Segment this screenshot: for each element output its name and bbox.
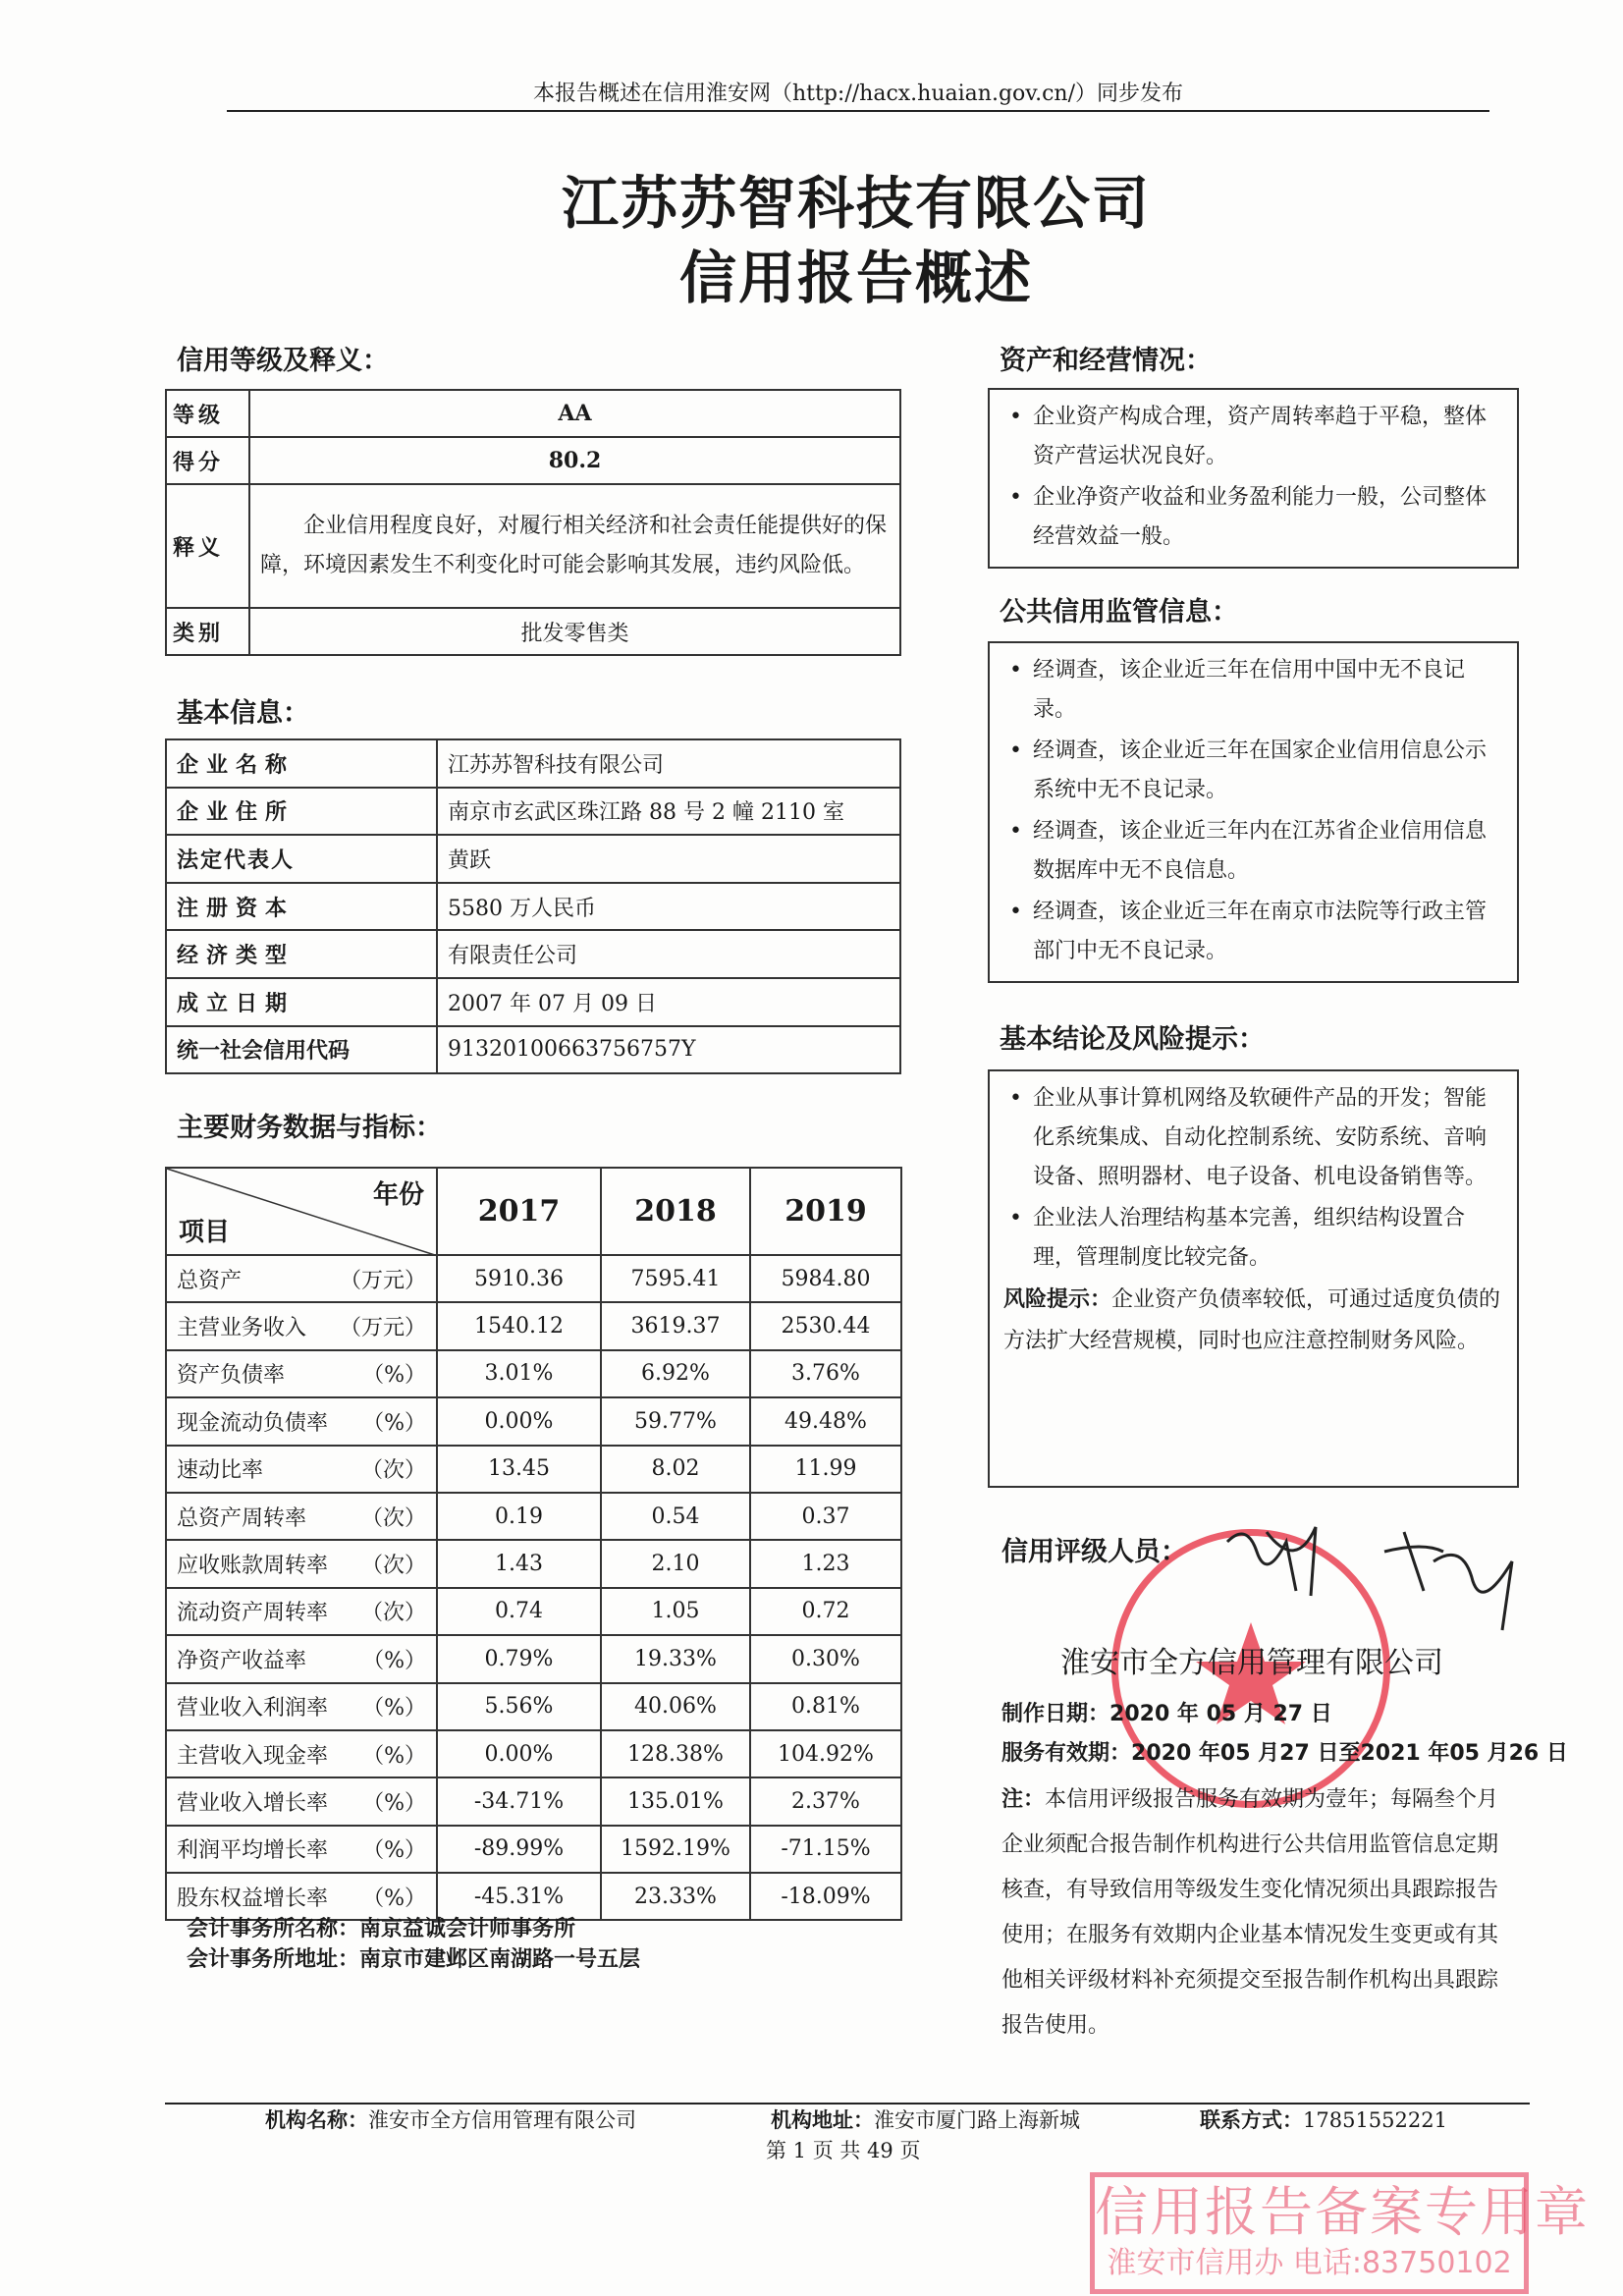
metric-unit: （次） bbox=[360, 1505, 426, 1531]
basic-row bbox=[166, 788, 900, 836]
metric-value: 11.99 bbox=[750, 1446, 901, 1493]
assets-box bbox=[988, 388, 1519, 569]
metric-unit: （%） bbox=[362, 1648, 426, 1673]
basic-value: 2007 年 07 月 09 日 bbox=[437, 978, 900, 1026]
basic-info-table bbox=[165, 738, 901, 1074]
rater-signatures bbox=[1208, 1512, 1532, 1630]
metric-value: 0.74 bbox=[437, 1588, 601, 1635]
metric-name bbox=[166, 1588, 437, 1635]
metric-name bbox=[166, 1777, 437, 1825]
score-label: 得分 bbox=[166, 437, 249, 484]
metric-unit: （%） bbox=[362, 1886, 426, 1911]
metric-value: 7595.41 bbox=[601, 1255, 750, 1302]
firm-name: 南京益诚会计师事务所 bbox=[359, 1917, 576, 1941]
footer-org bbox=[265, 2105, 636, 2134]
metric-label: 营业收入增长率 bbox=[177, 1790, 329, 1816]
note-text: 本信用评级报告服务有效期为壹年；每隔叁个月企业须配合报告制作机构进行公共信用监管信息定期核查，有导致信用等级发生变化情况须出具跟踪报告使用；在服务有效期内企业基本情况发生变更或有其他相关评级材料补充须提交至报告制作机构出具跟踪报告使用。 bbox=[1001, 1787, 1499, 2038]
metric-value: 104.92% bbox=[750, 1730, 901, 1777]
interpretation-value: 企业信用程度良好，对履行相关经济和社会责任能提供好的保障，环境因素发生不利变化时可能会影响其发展，违约风险低。 bbox=[249, 484, 900, 608]
org-value: 淮安市全方信用管理有限公司 bbox=[368, 2108, 636, 2132]
accounting-firm-name bbox=[187, 1912, 575, 1942]
filing-stamp bbox=[1090, 2172, 1590, 2294]
basic-value: 黄跃 bbox=[437, 835, 900, 883]
metric-value: 3.01% bbox=[437, 1350, 601, 1397]
metric-value: 1592.19% bbox=[601, 1826, 750, 1873]
metric-value: -71.15% bbox=[750, 1826, 901, 1873]
finance-row bbox=[166, 1397, 901, 1445]
year-2019: 2019 bbox=[750, 1168, 901, 1255]
basic-label: 注册资本 bbox=[166, 883, 437, 931]
date-label: 制作日期： bbox=[1001, 1702, 1110, 1726]
metric-unit: （万元） bbox=[339, 1268, 426, 1293]
metric-value: 0.81% bbox=[750, 1683, 901, 1730]
metric-value: 6.92% bbox=[601, 1350, 750, 1397]
metric-value: 5910.36 bbox=[437, 1255, 601, 1302]
metric-value: 1.43 bbox=[437, 1540, 601, 1587]
metric-value: 0.30% bbox=[750, 1635, 901, 1682]
finance-row bbox=[166, 1635, 901, 1682]
metric-label: 资产负债率 bbox=[177, 1363, 286, 1389]
finance-row bbox=[166, 1255, 901, 1302]
year-label: 年份 bbox=[372, 1180, 424, 1210]
finance-row bbox=[166, 1350, 901, 1397]
risk-label: 风险提示： bbox=[1003, 1287, 1112, 1312]
metric-label: 速动比率 bbox=[177, 1458, 264, 1484]
metric-unit: （%） bbox=[362, 1696, 426, 1722]
finance-row bbox=[166, 1683, 901, 1730]
metric-value: 0.37 bbox=[750, 1493, 901, 1540]
metric-label: 应收账款周转率 bbox=[177, 1554, 329, 1579]
addr-label: 机构地址： bbox=[771, 2108, 874, 2132]
metric-value: 1540.12 bbox=[437, 1302, 601, 1349]
metric-value: 0.19 bbox=[437, 1493, 601, 1540]
metric-name bbox=[166, 1397, 437, 1445]
interpretation-label: 释义 bbox=[166, 484, 249, 608]
metric-label: 股东权益增长率 bbox=[177, 1886, 329, 1911]
firm-addr-label: 会计事务所地址： bbox=[187, 1947, 360, 1972]
basic-label: 法定代表人 bbox=[166, 835, 437, 883]
conclusion-item: • 企业从事计算机网络及软硬件产品的开发；智能化系统集成、自动化控制系统、安防系统、音响设备、照明器材、电子设备、机电设备销售等。 bbox=[1003, 1079, 1503, 1197]
item-label: 项目 bbox=[179, 1218, 231, 1247]
metric-value: -34.71% bbox=[437, 1777, 601, 1825]
footer-address bbox=[771, 2105, 1080, 2134]
metric-value: 2.10 bbox=[601, 1540, 750, 1587]
basic-label: 经济类型 bbox=[166, 930, 437, 978]
metric-label: 总资产 bbox=[177, 1268, 243, 1293]
metric-value: 40.06% bbox=[601, 1683, 750, 1730]
metric-value: 5984.80 bbox=[750, 1255, 901, 1302]
org-label: 机构名称： bbox=[265, 2108, 368, 2132]
metric-value: 49.48% bbox=[750, 1397, 901, 1445]
contact-label: 联系方式： bbox=[1200, 2108, 1303, 2132]
basic-label: 企业名称 bbox=[166, 739, 437, 788]
finance-row bbox=[166, 1493, 901, 1540]
finance-row bbox=[166, 1540, 901, 1587]
metric-value: -89.99% bbox=[437, 1826, 601, 1873]
rating-heading: 信用等级及释义： bbox=[177, 346, 389, 376]
metric-value: -45.31% bbox=[437, 1873, 601, 1920]
metric-unit: （%） bbox=[362, 1363, 426, 1389]
public-item: • 经调查，该企业近三年在国家企业信用信息公示系统中无不良记录。 bbox=[1003, 732, 1503, 810]
basic-row bbox=[166, 930, 900, 978]
metric-value: 135.01% bbox=[601, 1777, 750, 1825]
metric-name bbox=[166, 1302, 437, 1349]
conclusion-heading: 基本结论及风险提示： bbox=[1000, 1024, 1265, 1055]
basic-value: 91320100663756757Y bbox=[437, 1026, 900, 1074]
metric-label: 流动资产周转率 bbox=[177, 1601, 329, 1626]
rater-label: 信用评级人员： bbox=[1001, 1537, 1187, 1567]
basic-label: 成立日期 bbox=[166, 978, 437, 1026]
stamp-line2: 淮安市信用办 电话:83750102 bbox=[1107, 2246, 1512, 2280]
finance-row bbox=[166, 1826, 901, 1873]
metric-name bbox=[166, 1540, 437, 1587]
metric-name bbox=[166, 1255, 437, 1302]
basic-label: 企业住所 bbox=[166, 788, 437, 836]
finance-table bbox=[165, 1167, 902, 1921]
year-2018: 2018 bbox=[601, 1168, 750, 1255]
metric-name bbox=[166, 1493, 437, 1540]
finance-row bbox=[166, 1777, 901, 1825]
metric-unit: （万元） bbox=[339, 1316, 426, 1341]
metric-value: 128.38% bbox=[601, 1730, 750, 1777]
assets-heading: 资产和经营情况： bbox=[1000, 346, 1212, 376]
public-item: • 经调查，该企业近三年内在江苏省企业信用信息数据库中无不良信息。 bbox=[1003, 812, 1503, 891]
agency-name: 淮安市全方信用管理有限公司 bbox=[1060, 1646, 1443, 1680]
metric-name bbox=[166, 1635, 437, 1682]
metric-label: 净资产收益率 bbox=[177, 1648, 307, 1673]
report-title: 信用报告概述 bbox=[678, 245, 1033, 311]
production-date bbox=[1001, 1697, 1332, 1727]
basic-label: 统一社会信用代码 bbox=[166, 1026, 437, 1074]
public-item: • 经调查，该企业近三年在信用中国中无不良记录。 bbox=[1003, 651, 1503, 730]
grade-label: 等级 bbox=[166, 390, 249, 437]
addr-value: 淮安市厦门路上海新城 bbox=[874, 2108, 1080, 2132]
metric-name bbox=[166, 1683, 437, 1730]
metric-value: 2.37% bbox=[750, 1777, 901, 1825]
metric-value: 0.00% bbox=[437, 1397, 601, 1445]
metric-value: -18.09% bbox=[750, 1873, 901, 1920]
metric-value: 1.23 bbox=[750, 1540, 901, 1587]
metric-value: 3.76% bbox=[750, 1350, 901, 1397]
finance-row bbox=[166, 1446, 901, 1493]
metric-unit: （次） bbox=[360, 1601, 426, 1626]
firm-addr: 南京市建邺区南湖路一号五层 bbox=[359, 1947, 641, 1972]
header-divider bbox=[227, 110, 1489, 112]
basic-row bbox=[166, 1026, 900, 1074]
finance-heading: 主要财务数据与指标： bbox=[177, 1113, 442, 1143]
metric-value: 19.33% bbox=[601, 1635, 750, 1682]
note-label: 注： bbox=[1001, 1787, 1046, 1812]
finance-row bbox=[166, 1588, 901, 1635]
basic-row bbox=[166, 978, 900, 1026]
basic-value: 南京市玄武区珠江路 88 号 2 幢 2110 室 bbox=[437, 788, 900, 836]
metric-unit: （次） bbox=[360, 1458, 426, 1484]
conclusion-item: • 企业法人治理结构基本完善，组织结构设置合理，管理制度比较完备。 bbox=[1003, 1199, 1503, 1278]
metric-value: 0.72 bbox=[750, 1588, 901, 1635]
basic-value: 江苏苏智科技有限公司 bbox=[437, 739, 900, 788]
metric-value: 5.56% bbox=[437, 1683, 601, 1730]
metric-value: 13.45 bbox=[437, 1446, 601, 1493]
metric-unit: （%） bbox=[362, 1743, 426, 1769]
metric-value: 59.77% bbox=[601, 1397, 750, 1445]
rating-table bbox=[165, 389, 901, 656]
basic-value: 5580 万人民币 bbox=[437, 883, 900, 931]
validity-value: 2020 年05 月27 日至2021 年05 月26 日 bbox=[1131, 1741, 1568, 1766]
metric-label: 主营业务收入 bbox=[177, 1316, 307, 1341]
metric-label: 利润平均增长率 bbox=[177, 1838, 329, 1864]
footer-contact bbox=[1200, 2105, 1447, 2134]
public-item: • 经调查，该企业近三年在南京市法院等行政主管部门中无不良记录。 bbox=[1003, 893, 1503, 971]
header-notice: 本报告概述在信用淮安网（http://hacx.huaian.gov.cn/）同步发布 bbox=[533, 82, 1183, 106]
basic-row bbox=[166, 835, 900, 883]
metric-name bbox=[166, 1446, 437, 1493]
metric-label: 现金流动负债率 bbox=[177, 1410, 329, 1436]
metric-value: 0.00% bbox=[437, 1730, 601, 1777]
basic-row bbox=[166, 883, 900, 931]
validity-period bbox=[1001, 1736, 1568, 1767]
metric-value: 1.05 bbox=[601, 1588, 750, 1635]
year-2017: 2017 bbox=[437, 1168, 601, 1255]
conclusion-box bbox=[988, 1069, 1519, 1488]
metric-label: 主营收入现金率 bbox=[177, 1743, 329, 1769]
grade-value: AA bbox=[249, 390, 900, 437]
metric-name bbox=[166, 1730, 437, 1777]
basic-heading: 基本信息： bbox=[177, 698, 309, 729]
category-label: 类别 bbox=[166, 608, 249, 655]
assets-item: • 企业净资产收益和业务盈利能力一般，公司整体经营效益一般。 bbox=[1003, 478, 1503, 557]
metric-unit: （%） bbox=[362, 1838, 426, 1864]
metric-unit: （次） bbox=[360, 1554, 426, 1579]
basic-value: 有限责任公司 bbox=[437, 930, 900, 978]
assets-item: • 企业资产构成合理，资产周转率趋于平稳，整体资产营运状况良好。 bbox=[1003, 398, 1503, 476]
metric-value: 3619.37 bbox=[601, 1302, 750, 1349]
metric-label: 营业收入利润率 bbox=[177, 1696, 329, 1722]
metric-label: 总资产周转率 bbox=[177, 1505, 307, 1531]
metric-value: 8.02 bbox=[601, 1446, 750, 1493]
metric-unit: （%） bbox=[362, 1410, 426, 1436]
finance-row bbox=[166, 1730, 901, 1777]
metric-name bbox=[166, 1350, 437, 1397]
contact-value: 17851552221 bbox=[1303, 2108, 1447, 2132]
stamp-line1: 信用报告备案专用章 bbox=[1095, 2181, 1590, 2243]
public-heading: 公共信用监管信息： bbox=[1000, 597, 1238, 628]
metric-value: 23.33% bbox=[601, 1873, 750, 1920]
finance-row bbox=[166, 1302, 901, 1349]
company-title: 江苏苏智科技有限公司 bbox=[561, 170, 1151, 237]
metric-value: 0.79% bbox=[437, 1635, 601, 1682]
score-value: 80.2 bbox=[249, 437, 900, 484]
page-number: 第 1 页 共 49 页 bbox=[766, 2139, 921, 2162]
public-box bbox=[988, 641, 1519, 983]
metric-value: 0.54 bbox=[601, 1493, 750, 1540]
accounting-firm-address bbox=[187, 1942, 640, 1973]
metric-unit: （%） bbox=[362, 1790, 426, 1816]
basic-row bbox=[166, 739, 900, 788]
validity-label: 服务有效期： bbox=[1001, 1741, 1132, 1766]
risk-note bbox=[1003, 1280, 1503, 1362]
corner-header bbox=[166, 1168, 437, 1255]
category-value: 批发零售类 bbox=[249, 608, 900, 655]
metric-name bbox=[166, 1826, 437, 1873]
service-note bbox=[1001, 1777, 1512, 2049]
firm-name-label: 会计事务所名称： bbox=[187, 1917, 360, 1941]
risk-text: 企业资产负债率较低，可通过适度负债的方法扩大经营规模，同时也应注意控制财务风险。 bbox=[1003, 1287, 1501, 1353]
metric-value: 2530.44 bbox=[750, 1302, 901, 1349]
date-value: 2020 年 05 月 27 日 bbox=[1109, 1702, 1332, 1726]
